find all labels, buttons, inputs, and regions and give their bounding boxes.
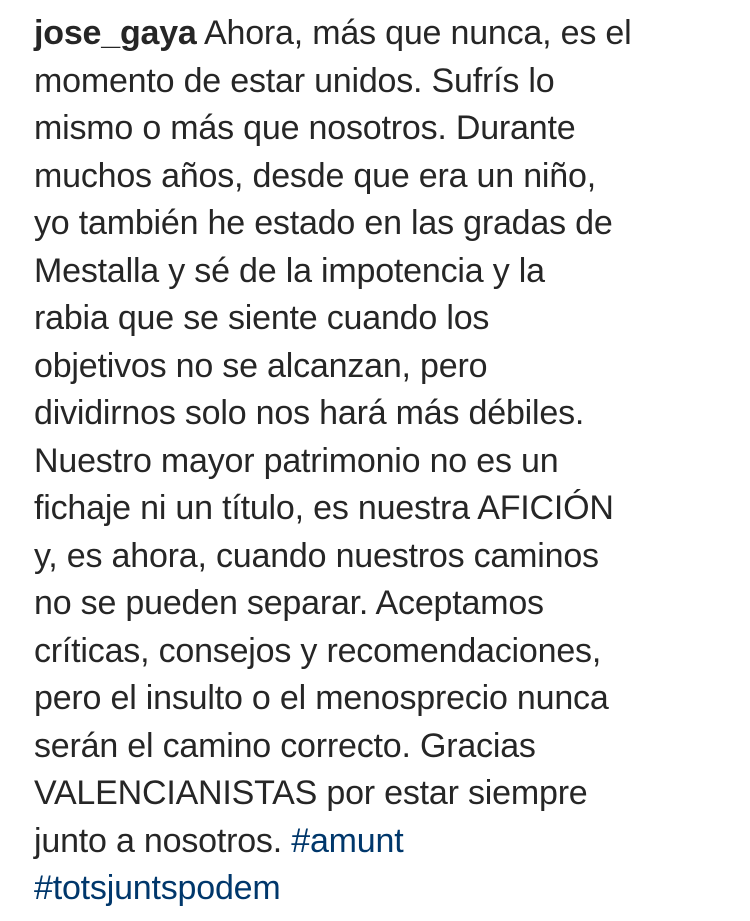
caption-line: Mestalla y sé de la impotencia y la [34,251,545,290]
caption-text: junto a nosotros. [34,821,282,860]
post-caption [34,10,724,913]
username-link[interactable]: jose_gaya [34,14,197,52]
caption-line: objetivos no se alcanzan, pero [34,346,488,385]
caption-line: críticas, consejos y recomendaciones, [34,631,602,670]
caption-line [34,818,724,866]
caption-line: dividirnos solo nos hará más débiles. [34,394,585,432]
caption-line [34,865,724,913]
caption-line [34,10,724,58]
caption-line: fichaje ni un título, es nuestra AFICIÓN [34,489,614,527]
hashtag-link-totsjuntspodem[interactable]: #totsjuntspodem [34,869,281,907]
caption-line: momento de estar unidos. Sufrís lo [34,61,555,100]
caption-line: rabia que se siente cuando los [34,299,490,337]
caption-line: VALENCIANISTAS por estar siempre [34,774,588,812]
caption-line: yo también he estado en las gradas de [34,204,613,242]
caption-line: serán el camino correcto. Gracias [34,726,536,765]
caption-line: y, es ahora, cuando nuestros caminos [34,536,599,575]
caption-line: Nuestro mayor patrimonio no es un [34,441,559,480]
caption-text: Ahora, más que nunca, es el [204,14,632,52]
caption-line: no se pueden separar. Aceptamos [34,584,544,622]
caption-line: pero el insulto o el menosprecio nunca [34,679,609,717]
caption-line: muchos años, desde que era un niño, [34,156,596,195]
hashtag-link-amunt[interactable]: #amunt [291,821,404,860]
caption-line: mismo o más que nosotros. Durante [34,109,576,147]
